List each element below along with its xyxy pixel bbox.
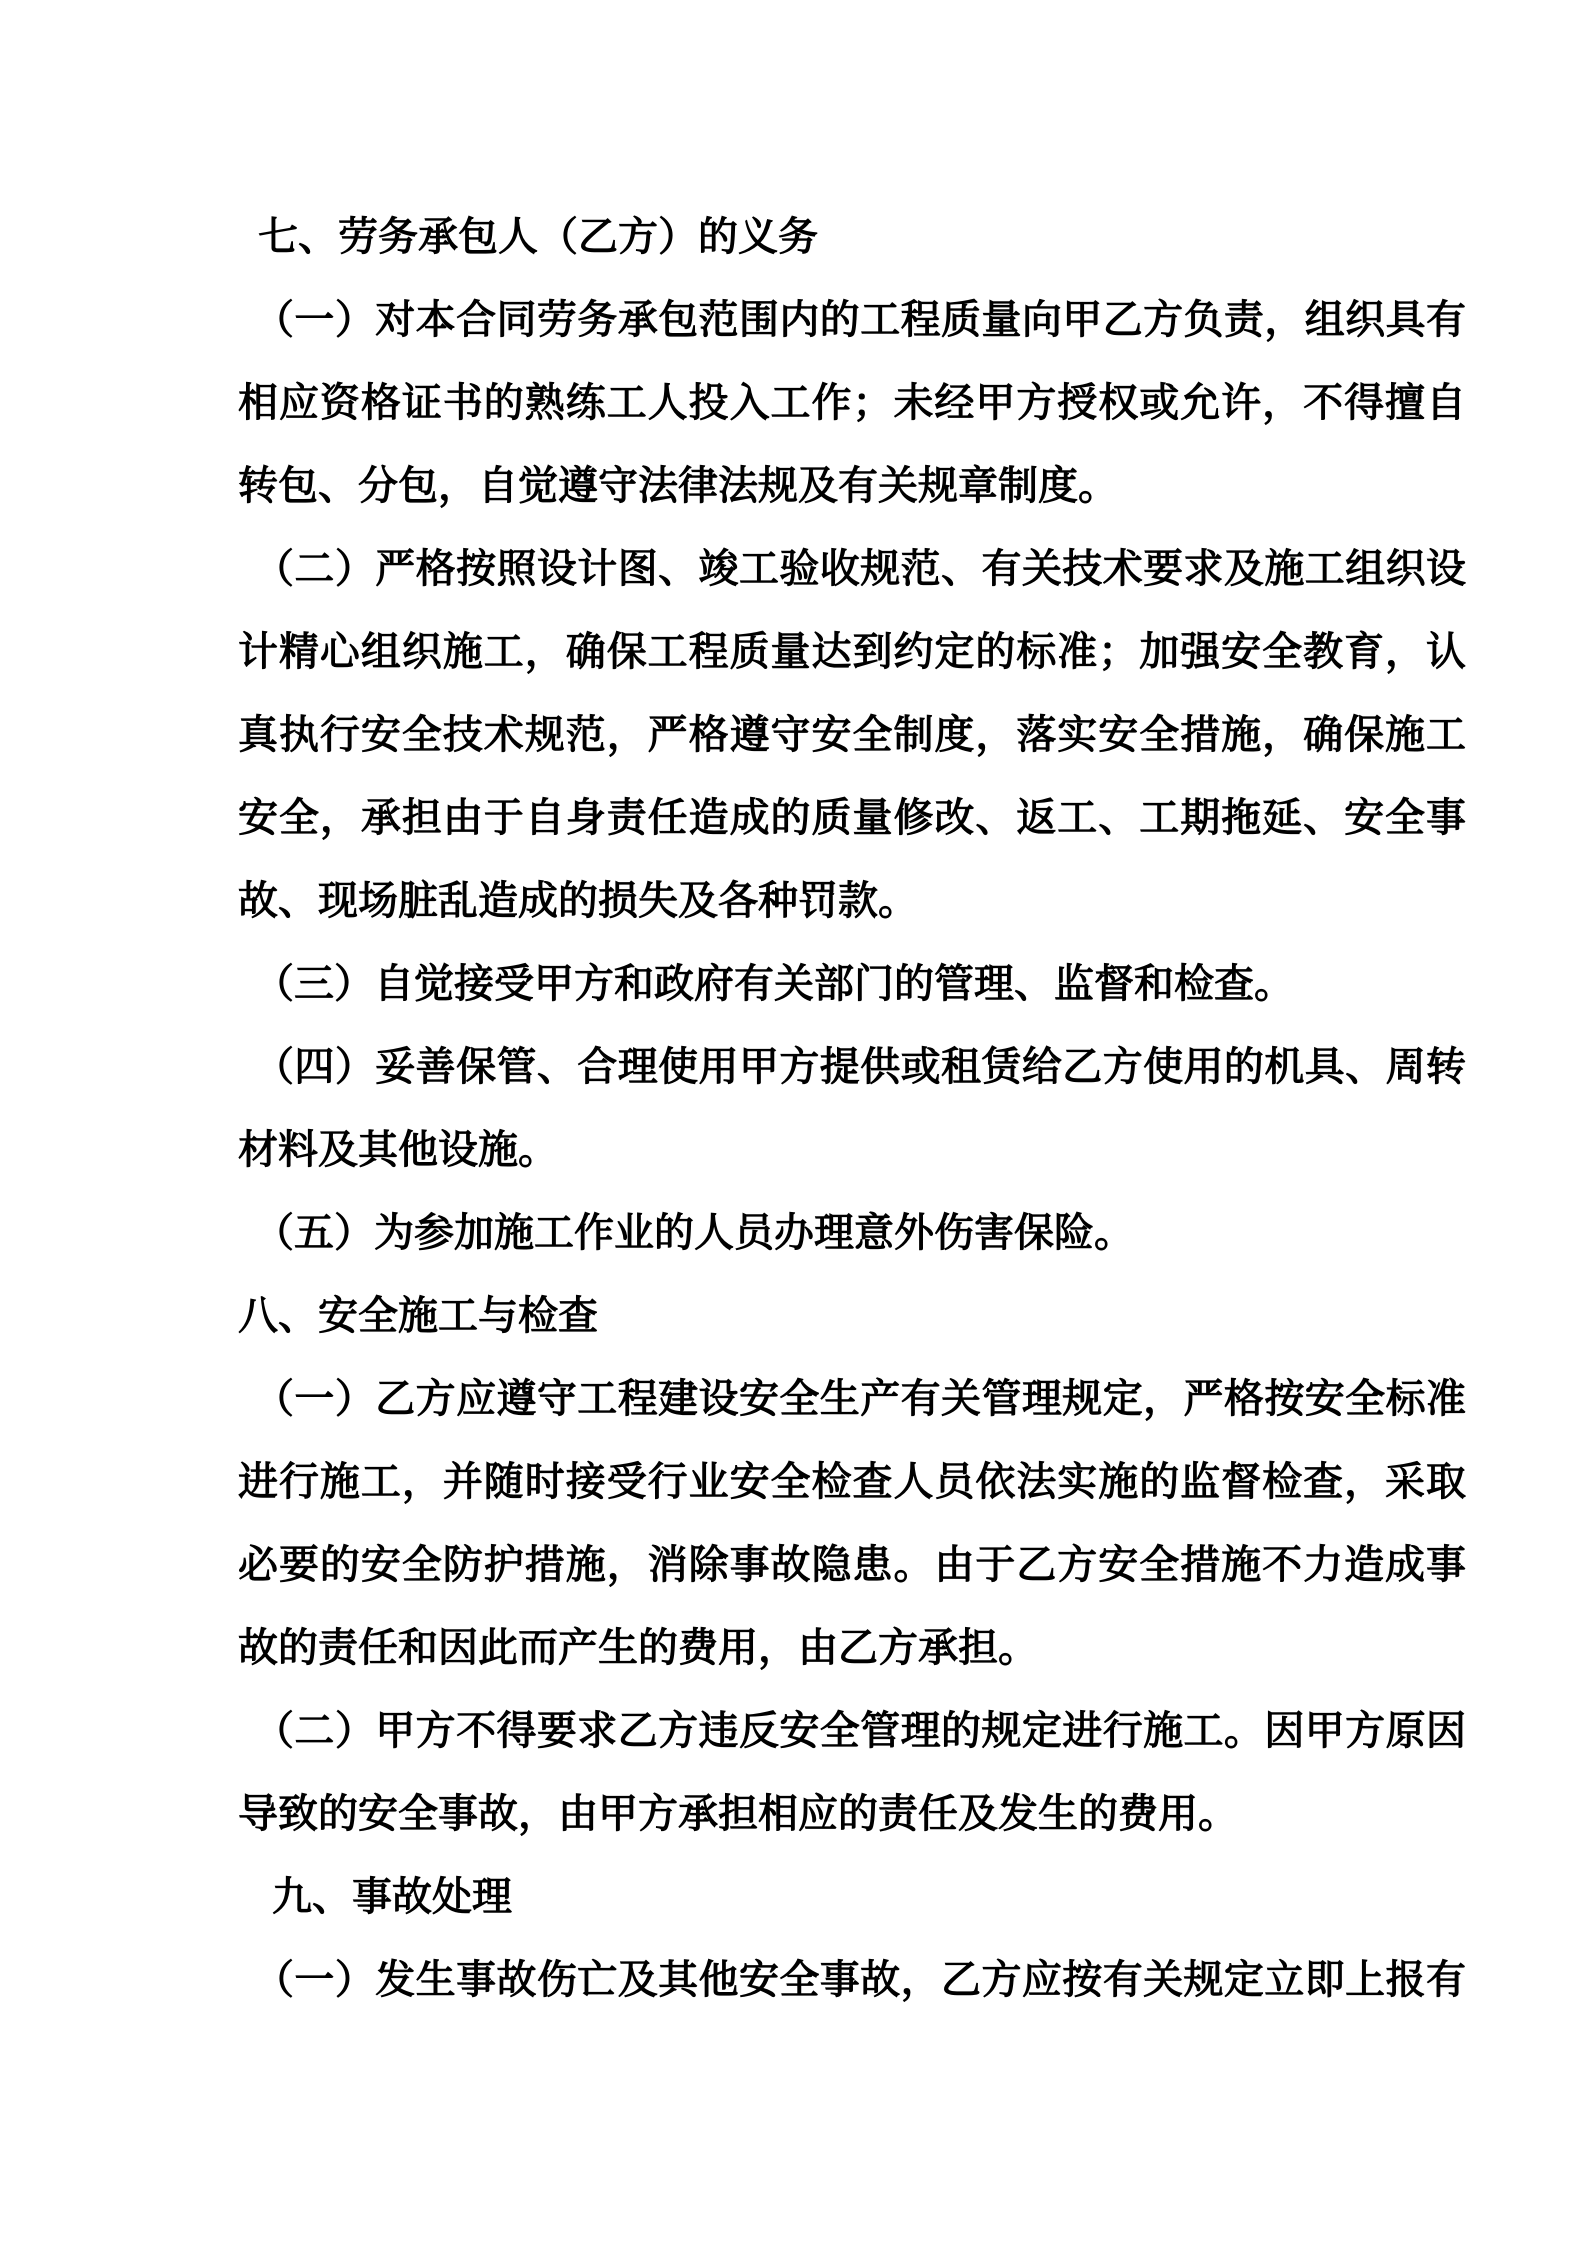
text-line: 七、劳务承包人（乙方）的义务 <box>258 215 818 259</box>
text-line: （二）甲方不得要求乙方违反安全管理的规定进行施工。因甲方原因 <box>254 1709 1466 1753</box>
text-line: （二）严格按照设计图、竣工验收规范、有关技术要求及施工组织设 <box>254 547 1466 591</box>
text-line: 真执行安全技术规范，严格遵守安全制度，落实安全措施，确保施工 <box>238 713 1466 757</box>
text-line: 九、事故处理 <box>272 1875 512 1919</box>
text-line: （四）妥善保管、合理使用甲方提供或租赁给乙方使用的机具、周转 <box>254 1045 1466 1089</box>
text-line: 进行施工，并随时接受行业安全检查人员依法实施的监督检查，采取 <box>238 1460 1466 1504</box>
text-line: （一）对本合同劳务承包范围内的工程质量向甲乙方负责，组织具有 <box>254 298 1466 342</box>
text-line: 故、现场脏乱造成的损失及各种罚款。 <box>238 879 918 923</box>
text-line: 故的责任和因此而产生的费用，由乙方承担。 <box>238 1626 1038 1670</box>
text-line: （一）乙方应遵守工程建设安全生产有关管理规定，严格按安全标准 <box>254 1377 1466 1421</box>
text-line: 八、安全施工与检查 <box>238 1294 598 1338</box>
text-line: （一）发生事故伤亡及其他安全事故，乙方应按有关规定立即上报有 <box>254 1958 1466 2002</box>
text-line: 安全，承担由于自身责任造成的质量修改、返工、工期拖延、安全事 <box>238 796 1466 840</box>
text-line: 转包、分包，自觉遵守法律法规及有关规章制度。 <box>238 464 1118 508</box>
text-line: 材料及其他设施。 <box>238 1128 558 1172</box>
text-line: （三）自觉接受甲方和政府有关部门的管理、监督和检查。 <box>254 962 1294 1006</box>
text-line: 相应资格证书的熟练工人投入工作；未经甲方授权或允许，不得擅自 <box>238 381 1466 425</box>
text-line: 导致的安全事故，由甲方承担相应的责任及发生的费用。 <box>238 1792 1238 1836</box>
text-line: 计精心组织施工，确保工程质量达到约定的标准；加强安全教育，认 <box>238 630 1466 674</box>
text-line: （五）为参加施工作业的人员办理意外伤害保险。 <box>254 1211 1134 1255</box>
text-line: 必要的安全防护措施，消除事故隐患。由于乙方安全措施不力造成事 <box>238 1543 1466 1587</box>
